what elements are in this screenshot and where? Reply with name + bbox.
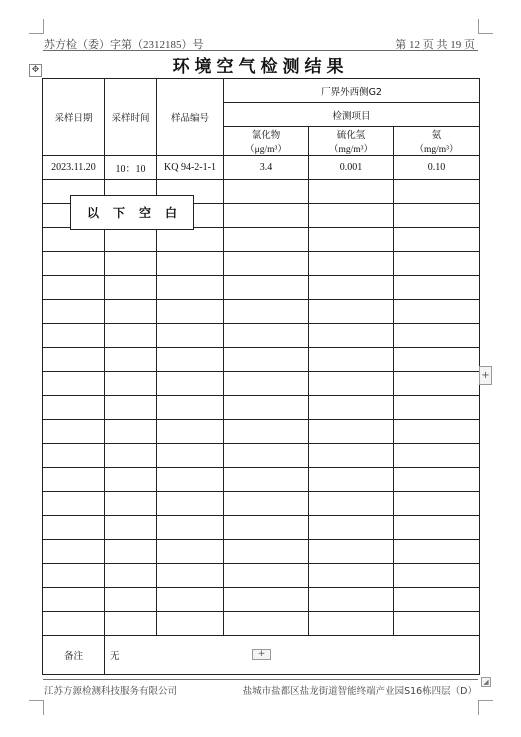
company-name: 江苏方源检测科技服务有限公司 xyxy=(44,686,178,697)
empty-cell xyxy=(105,612,157,636)
cell-sample: KQ 94-2-1-1 xyxy=(157,156,224,180)
empty-cell xyxy=(394,540,480,564)
empty-table-row xyxy=(43,396,480,420)
company-address: 盐城市盐都区盐龙街道智能终端产业园S16栋四层（D） xyxy=(242,686,477,697)
empty-cell xyxy=(394,420,480,444)
header-divider xyxy=(43,50,478,51)
empty-cell xyxy=(157,492,224,516)
empty-cell xyxy=(157,612,224,636)
empty-table-row xyxy=(43,228,480,252)
empty-table-row xyxy=(43,588,480,612)
empty-table-row xyxy=(43,252,480,276)
empty-cell xyxy=(224,492,309,516)
empty-cell xyxy=(394,444,480,468)
empty-cell xyxy=(309,300,394,324)
empty-cell xyxy=(157,420,224,444)
empty-cell xyxy=(43,420,105,444)
param-ammonia: 氨 （mg/m³） xyxy=(394,127,480,156)
empty-cell xyxy=(157,372,224,396)
empty-cell xyxy=(105,252,157,276)
empty-cell xyxy=(157,444,224,468)
empty-cell xyxy=(43,564,105,588)
empty-cell xyxy=(43,588,105,612)
empty-cell xyxy=(43,300,105,324)
empty-cell xyxy=(394,324,480,348)
empty-table-row xyxy=(43,276,480,300)
cell-ammonia: 0.10 xyxy=(394,156,480,180)
empty-cell xyxy=(309,348,394,372)
empty-cell xyxy=(394,252,480,276)
empty-cell xyxy=(224,564,309,588)
param-chloride: 氯化物 （μg/m³） xyxy=(224,127,309,156)
empty-cell xyxy=(394,396,480,420)
empty-cell xyxy=(309,444,394,468)
empty-cell xyxy=(157,468,224,492)
empty-table-row xyxy=(43,372,480,396)
empty-cell xyxy=(105,228,157,252)
empty-cell xyxy=(105,348,157,372)
empty-cell xyxy=(309,276,394,300)
empty-cell xyxy=(309,204,394,228)
empty-cell xyxy=(157,540,224,564)
empty-cell xyxy=(157,516,224,540)
empty-cell xyxy=(43,612,105,636)
empty-cell xyxy=(224,324,309,348)
empty-cell xyxy=(157,300,224,324)
empty-cell xyxy=(309,588,394,612)
empty-cell xyxy=(43,444,105,468)
empty-cell xyxy=(394,516,480,540)
empty-table-row xyxy=(43,420,480,444)
empty-cell xyxy=(224,300,309,324)
empty-cell xyxy=(394,180,480,204)
resize-handle-icon[interactable]: ◢ xyxy=(481,677,491,687)
empty-cell xyxy=(309,516,394,540)
crop-mark-top-right xyxy=(478,19,493,34)
remark-label: 备注 xyxy=(43,636,105,675)
empty-cell xyxy=(394,348,480,372)
table-row xyxy=(43,156,480,180)
empty-cell xyxy=(224,396,309,420)
empty-cell xyxy=(309,228,394,252)
blank-below-stamp: 以下空白 xyxy=(70,195,194,230)
empty-table-row xyxy=(43,516,480,540)
empty-cell xyxy=(43,228,105,252)
empty-cell xyxy=(309,396,394,420)
empty-cell xyxy=(105,492,157,516)
empty-cell xyxy=(224,276,309,300)
empty-cell xyxy=(309,540,394,564)
empty-cell xyxy=(224,180,309,204)
empty-cell xyxy=(105,540,157,564)
empty-cell xyxy=(157,276,224,300)
empty-cell xyxy=(224,372,309,396)
empty-cell xyxy=(105,588,157,612)
empty-cell xyxy=(224,204,309,228)
add-row-icon[interactable]: + xyxy=(252,649,271,660)
empty-cell xyxy=(105,276,157,300)
empty-cell xyxy=(394,228,480,252)
empty-cell xyxy=(309,612,394,636)
header-sample-id: 样品编号 xyxy=(157,79,224,156)
empty-table-row xyxy=(43,540,480,564)
empty-cell xyxy=(309,372,394,396)
page-indicator: 第 12 页 共 19 页 xyxy=(395,39,475,51)
empty-table-row xyxy=(43,612,480,636)
empty-table-row xyxy=(43,444,480,468)
empty-cell xyxy=(105,372,157,396)
empty-cell xyxy=(105,564,157,588)
empty-cell xyxy=(309,420,394,444)
empty-cell xyxy=(394,492,480,516)
empty-cell xyxy=(394,564,480,588)
empty-cell xyxy=(43,540,105,564)
empty-cell xyxy=(43,396,105,420)
empty-table-row xyxy=(43,300,480,324)
empty-table-row xyxy=(43,324,480,348)
empty-cell xyxy=(157,564,224,588)
empty-cell xyxy=(43,372,105,396)
empty-cell xyxy=(394,300,480,324)
empty-cell xyxy=(309,468,394,492)
empty-cell xyxy=(157,324,224,348)
empty-cell xyxy=(224,516,309,540)
empty-table-row xyxy=(43,348,480,372)
empty-cell xyxy=(157,252,224,276)
empty-cell xyxy=(105,396,157,420)
empty-cell xyxy=(43,348,105,372)
location-header: 厂界外西侧G2 xyxy=(224,79,480,103)
empty-cell xyxy=(394,276,480,300)
empty-cell xyxy=(105,444,157,468)
empty-cell xyxy=(157,588,224,612)
empty-cell xyxy=(309,492,394,516)
header-sampling-date: 采样日期 xyxy=(43,79,105,156)
remark-value: 无 xyxy=(105,636,480,675)
move-handle-icon[interactable]: ✥ xyxy=(29,64,42,77)
cell-chloride: 3.4 xyxy=(224,156,309,180)
empty-cell xyxy=(309,252,394,276)
empty-cell xyxy=(224,420,309,444)
report-number: 苏方检（委）字第（2312185）号 xyxy=(44,39,204,51)
empty-table-row xyxy=(43,492,480,516)
crop-mark-top-left xyxy=(29,19,44,34)
empty-cell xyxy=(309,324,394,348)
header-sampling-time: 采样时间 xyxy=(105,79,157,156)
empty-cell xyxy=(43,324,105,348)
empty-cell xyxy=(224,588,309,612)
empty-cell xyxy=(157,228,224,252)
empty-cell xyxy=(224,540,309,564)
cell-date: 2023.11.20 xyxy=(43,156,105,180)
empty-cell xyxy=(224,252,309,276)
empty-cell xyxy=(43,276,105,300)
empty-cell xyxy=(43,516,105,540)
empty-cell xyxy=(105,300,157,324)
empty-cell xyxy=(224,468,309,492)
empty-cell xyxy=(394,204,480,228)
empty-cell xyxy=(43,252,105,276)
crop-mark-bottom-right xyxy=(478,700,493,715)
results-table xyxy=(42,78,480,675)
empty-cell xyxy=(157,348,224,372)
empty-cell xyxy=(224,612,309,636)
empty-cell xyxy=(105,516,157,540)
empty-cell xyxy=(224,348,309,372)
empty-table-row xyxy=(43,468,480,492)
empty-rows xyxy=(43,180,480,636)
empty-cell xyxy=(394,468,480,492)
param-hydrogen-sulfide: 硫化氢 （mg/m³） xyxy=(309,127,394,156)
empty-table-row xyxy=(43,564,480,588)
empty-cell xyxy=(394,612,480,636)
items-header: 检测项目 xyxy=(224,103,480,127)
empty-cell xyxy=(105,420,157,444)
crop-mark-bottom-left xyxy=(29,700,44,715)
empty-cell xyxy=(105,324,157,348)
add-column-icon[interactable]: + xyxy=(479,366,492,385)
empty-cell xyxy=(105,468,157,492)
empty-cell xyxy=(224,228,309,252)
cell-time: 10：10 xyxy=(105,156,157,180)
empty-cell xyxy=(309,564,394,588)
footer-divider xyxy=(43,679,478,680)
empty-cell xyxy=(224,444,309,468)
empty-cell xyxy=(43,492,105,516)
page-title: 环境空气检测结果 xyxy=(172,57,349,77)
empty-cell xyxy=(394,588,480,612)
empty-cell xyxy=(394,372,480,396)
empty-cell xyxy=(157,396,224,420)
empty-cell xyxy=(43,468,105,492)
cell-hydrogen-sulfide: 0.001 xyxy=(309,156,394,180)
empty-cell xyxy=(309,180,394,204)
